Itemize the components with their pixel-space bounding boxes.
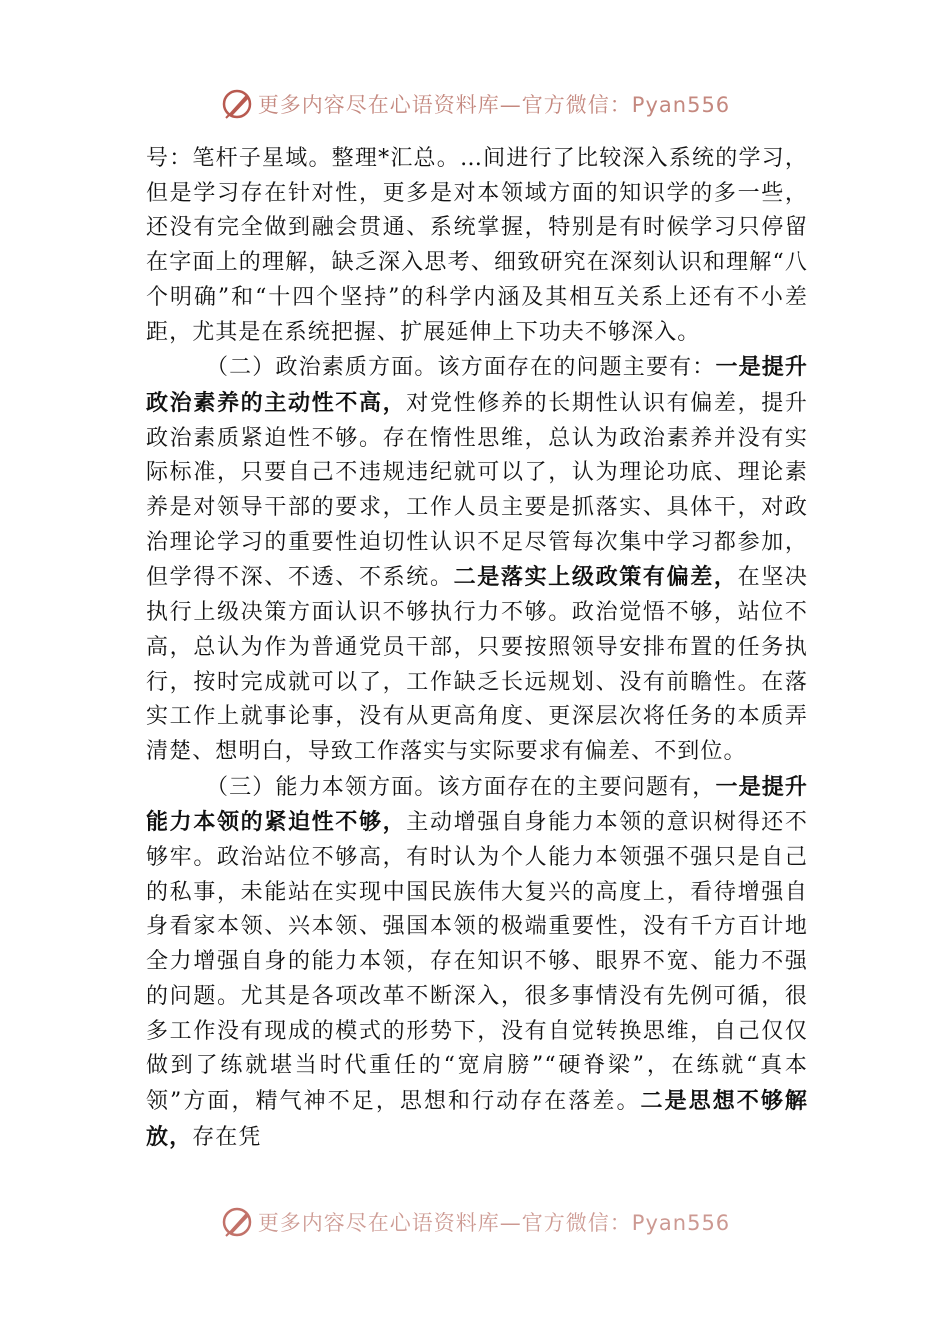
watermark-text: 更多内容尽在心语资料库—官方微信：Pyan556 [257,93,731,117]
pen-logo-icon [220,1205,254,1239]
paragraph-text: （二）政治素质方面。该方面存在的问题主要有： [206,355,716,381]
watermark-header [0,82,950,126]
watermark-text: 更多内容尽在心语资料库—官方微信：Pyan556 [257,1211,731,1235]
document-body [146,142,808,1155]
paragraph-text: 号：笔杆子星域。整理*汇总。…间进行了比较深入系统的学习，但是学习存在针对性，更多是对本领域方面的知识学的多一些，还没有完全做到融会贯通、系统掌握，特别是有时候学习只停留在字面上的理解，缺乏深入思考、细致研究在深刻认识和理解“八个明确”和“十四个坚持”的科学内涵及其相互关系上还有不小差距，尤其是在系统把握、扩展延伸上下功夫不够深入。 [146,146,808,345]
paragraph-text: 存在凭 [192,1124,262,1150]
paragraph-text: 对党性修养的长期性认识有偏差，提升政治素质紧迫性不够。存在惰性思维，总认为政治素养并没有实际标准，只要自己不违规违纪就可以了，认为理论功底、理论素养是对领导干部的要求，工作人员主要是抓落实、具体干，对政治理论学习的重要性迫切性认识不足尽管每次集中学习都参加，但学得不深、不透、不系统。 [146,390,808,591]
watermark-footer [0,1200,950,1244]
paragraph-text: 主动增强自身能力本领的意识树得还不够牢。政治站位不够高，有时认为个人能力本领强不强只是自己的私事，未能站在实现中国民族伟大复兴的高度上，看待增强自身看家本领、兴本领、强国本领的极端重要性，没有千方百计地全力增强自身的能力本领，存在知识不够、眼界不宽、能力不强的问题。尤其是各项改革不断深入，很多事情没有先例可循，很多工作没有现成的模式的形势下，没有自觉转换思维，自己仅仅做到了练就堪当时代重任的“宽肩膀”“硬脊梁”，在练就“真本领”方面，精气神不足，思想和行动存在落差。 [146,810,808,1114]
paragraph-2 [146,350,808,769]
bold-point: 二是落实上级政策有偏差， [453,564,738,591]
paragraph-3 [146,770,808,1156]
bold-point: 一是提升政治素养的主动性不高， [146,354,809,416]
pen-logo-icon [220,87,254,121]
paragraph-1 [146,142,808,350]
bold-point: 一是提升能力本领的紧迫性不够， [146,773,809,836]
bold-point: 二是思想不够解放， [146,1087,808,1150]
paragraph-text: 在坚决执行上级决策方面认识不够执行力不够。政治觉悟不够，站位不高，总认为作为普通党员干部，只要按照领导安排布置的任务执行，按时完成就可以了，工作缺乏长远规划、没有前瞻性。在落实工作上就事论事，没有从更高角度、更深层次将任务的本质弄清楚、想明白，导致工作落实与实际要求有偏差、不到位。 [146,565,808,764]
paragraph-text: （三）能力本领方面。该方面存在的主要问题有， [206,774,716,800]
